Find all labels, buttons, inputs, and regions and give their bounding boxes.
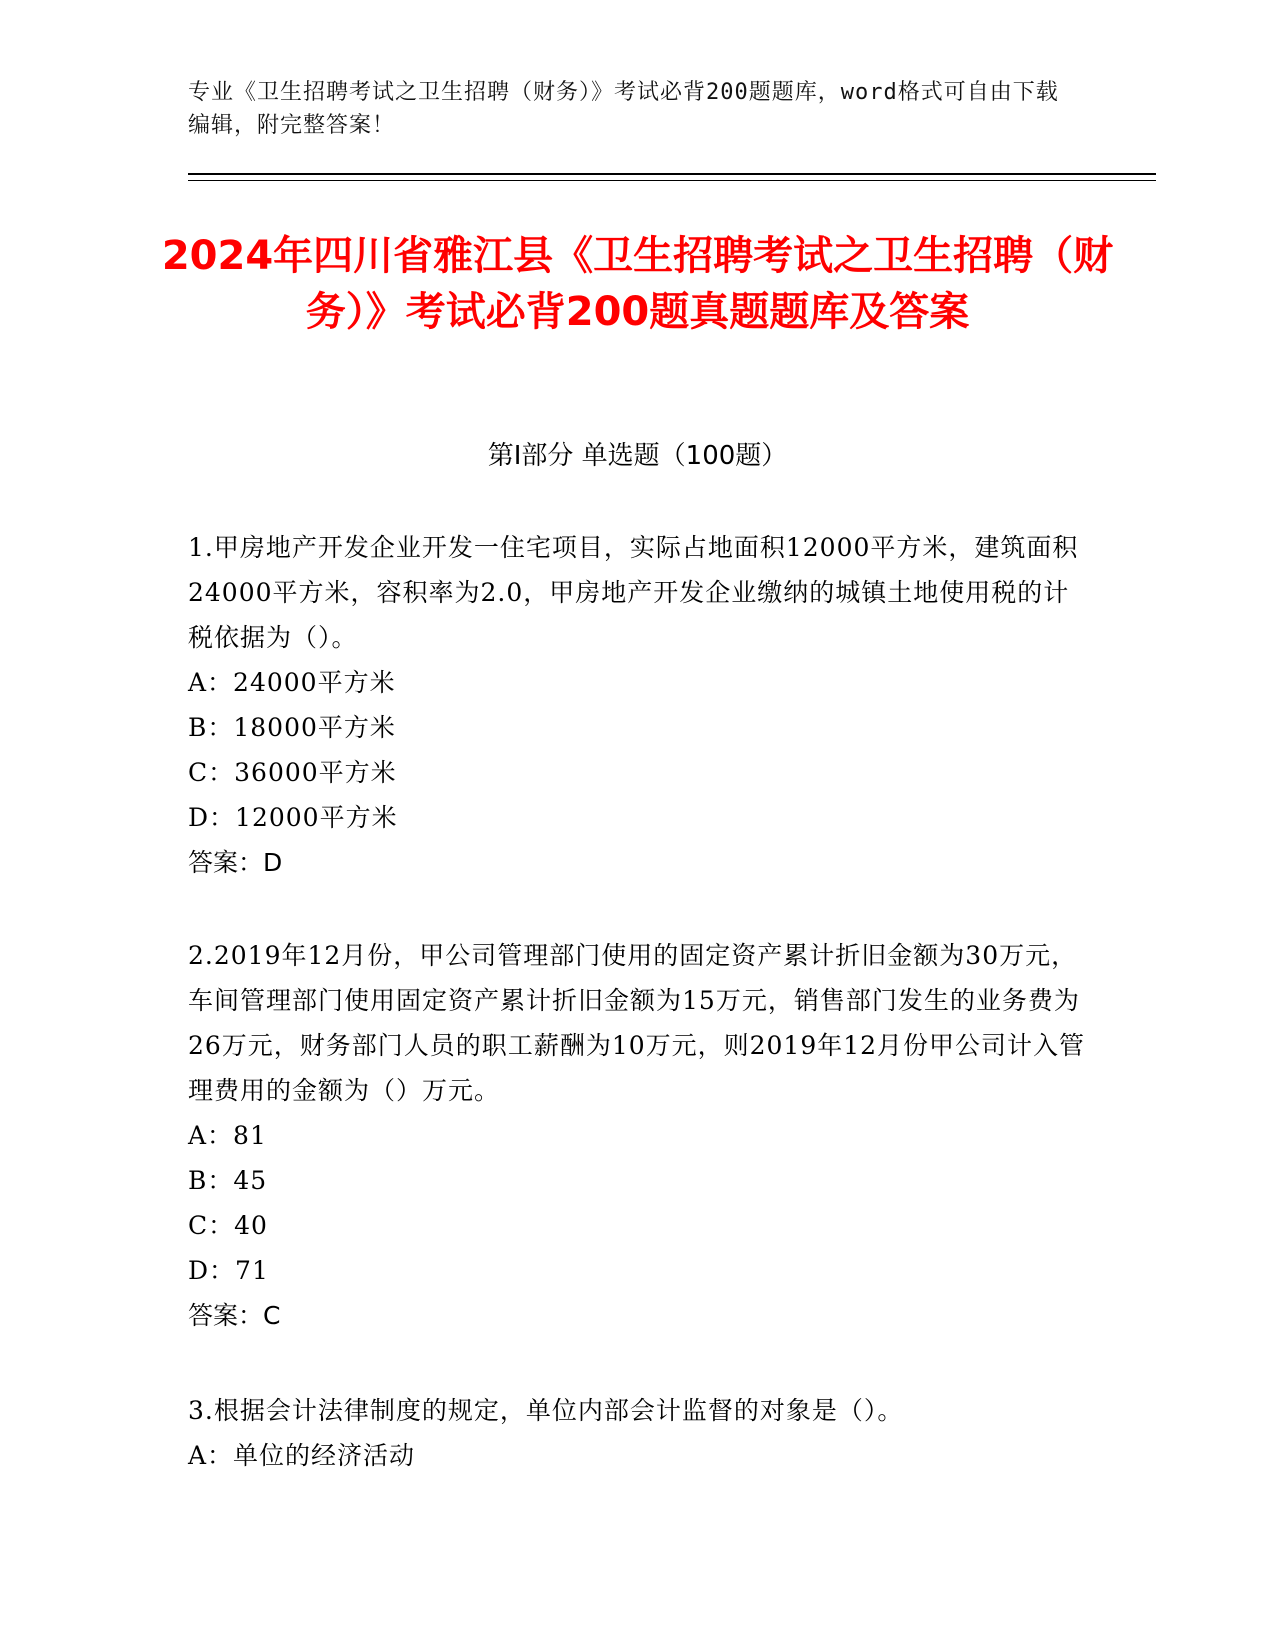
option-d: D：71 [188, 1256, 269, 1285]
header-divider-thick [188, 173, 1156, 175]
answer: 答案：D [188, 848, 283, 877]
question-stem: 3.根据会计法律制度的规定，单位内部会计监督的对象是（）。 [188, 1396, 904, 1425]
option-b: B：18000平方米 [188, 713, 396, 742]
header-divider-thin [188, 180, 1156, 181]
option-d: D：12000平方米 [188, 803, 398, 832]
document-title: 2024年四川省雅江县《卫生招聘考试之卫生招聘（财务）》考试必背200题真题题库及答案 [161, 233, 1114, 335]
option-a: A：81 [188, 1121, 267, 1150]
option-a: A：24000平方米 [188, 668, 396, 697]
question-stem: 1.甲房地产开发企业开发一住宅项目，实际占地面积12000平方米，建筑面积24000平方米，容积率为2.0，甲房地产开发企业缴纳的城镇土地使用税的计税依据为（）。 [188, 533, 1079, 652]
header-note: 专业《卫生招聘考试之卫生招聘（财务）》考试必背200题题库，word格式可自由下载编辑，附完整答案！ [188, 80, 1059, 138]
option-b: B：45 [188, 1166, 268, 1195]
question-1 [188, 525, 1088, 885]
option-a: A：单位的经济活动 [188, 1441, 416, 1470]
question-3 [188, 1388, 1088, 1478]
option-c: C：40 [188, 1211, 268, 1240]
question-2 [188, 933, 1088, 1338]
answer: 答案：C [188, 1301, 281, 1330]
option-c: C：36000平方米 [188, 758, 397, 787]
section-heading: 第I部分 单选题（100题） [487, 441, 788, 471]
question-stem: 2.2019年12月份，甲公司管理部门使用的固定资产累计折旧金额为30万元，车间管理部门使用固定资产累计折旧金额为15万元，销售部门发生的业务费为26万元，财务部门人员的职工薪酬为10万元，则2019年12月份甲公司计入管理费用的金额为（）万元。 [188, 941, 1086, 1105]
